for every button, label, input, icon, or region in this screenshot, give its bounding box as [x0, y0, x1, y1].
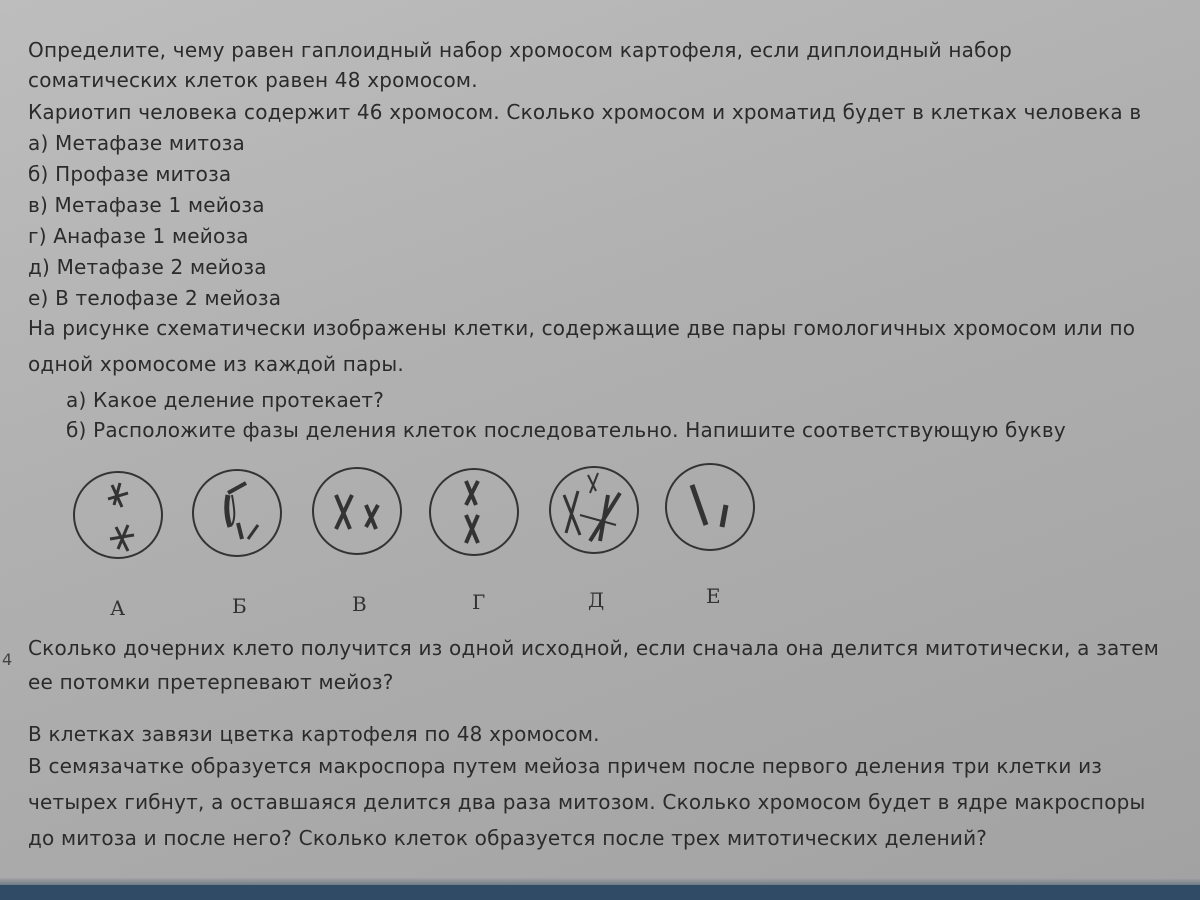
cell-label-g: Г	[472, 590, 486, 614]
cell-v	[313, 468, 401, 554]
q5-line4: до митоза и после него? Сколько клеток образуется после трех митотических делений?	[28, 826, 988, 850]
cell-division-diagram	[60, 455, 780, 615]
cell-label-b: Б	[232, 594, 247, 618]
q2-item-b: б) Профазе митоза	[28, 162, 232, 186]
q2-item-g: г) Анафазе 1 мейоза	[28, 224, 249, 248]
q2-item-d: д) Метафазе 2 мейоза	[28, 255, 267, 279]
q3-line2: одной хромосоме из каждой пары.	[28, 352, 404, 376]
q4-line2: ее потомки претерпевают мейоз?	[28, 670, 394, 694]
q1-line1: Определите, че​му равен гаплоидный набор хромосом картофеля, если диплоидный набор	[28, 38, 1012, 62]
cell-d	[550, 467, 638, 553]
q3-line1: На рисунке схематически изображены клетки, содержащие две пары гомологичных хромосом или по	[28, 316, 1136, 340]
cell-label-v: В	[352, 592, 367, 616]
q1-line2: соматических клеток равен 48 хромосом.	[28, 68, 478, 92]
q4-number-marker: 4	[2, 650, 13, 669]
q4-line1: Сколько дочерних клето получится из одной исходной, если сначала она делится митотически, а затем	[28, 636, 1160, 660]
desk-edge-shadow	[0, 878, 1200, 885]
cell-label-e: Е	[706, 584, 721, 608]
q5-line1: В клетках завязи цветка картофеля по 48 хромосом.	[28, 722, 600, 746]
q5-line3: четырех гибнут, а оставшаяся делится два раза митозом. Сколько хромосом будет в ядре макроспоры	[28, 790, 1146, 814]
cell-g	[430, 469, 518, 555]
cell-a	[74, 472, 162, 558]
q3-sub-a: а) Какое деление протекает?	[66, 388, 385, 412]
q2-item-a: а) Метафазе митоза	[28, 131, 245, 155]
desk-surface	[0, 885, 1200, 900]
q2-item-v: в) Метафазе 1 мейоза	[28, 193, 265, 217]
q3-sub-b: б) Расположите фазы деления клеток последовательно. Напишите соответствующую букву	[66, 418, 1066, 442]
cell-e	[666, 464, 754, 550]
q2-title: Кариотип человека содержит 46 хромосом. Сколько хромосом и хроматид будет в клетках человека в	[28, 100, 1142, 124]
q5-line2: В семязачатке образуется макроспора путем мейоза причем после первого деления три клетки из	[28, 754, 1103, 778]
cell-b	[193, 470, 281, 556]
cell-label-a: А	[110, 596, 126, 620]
q2-item-e: е) В телофазе 2 мейоза	[28, 286, 282, 310]
cell-label-d: Д	[588, 588, 605, 612]
